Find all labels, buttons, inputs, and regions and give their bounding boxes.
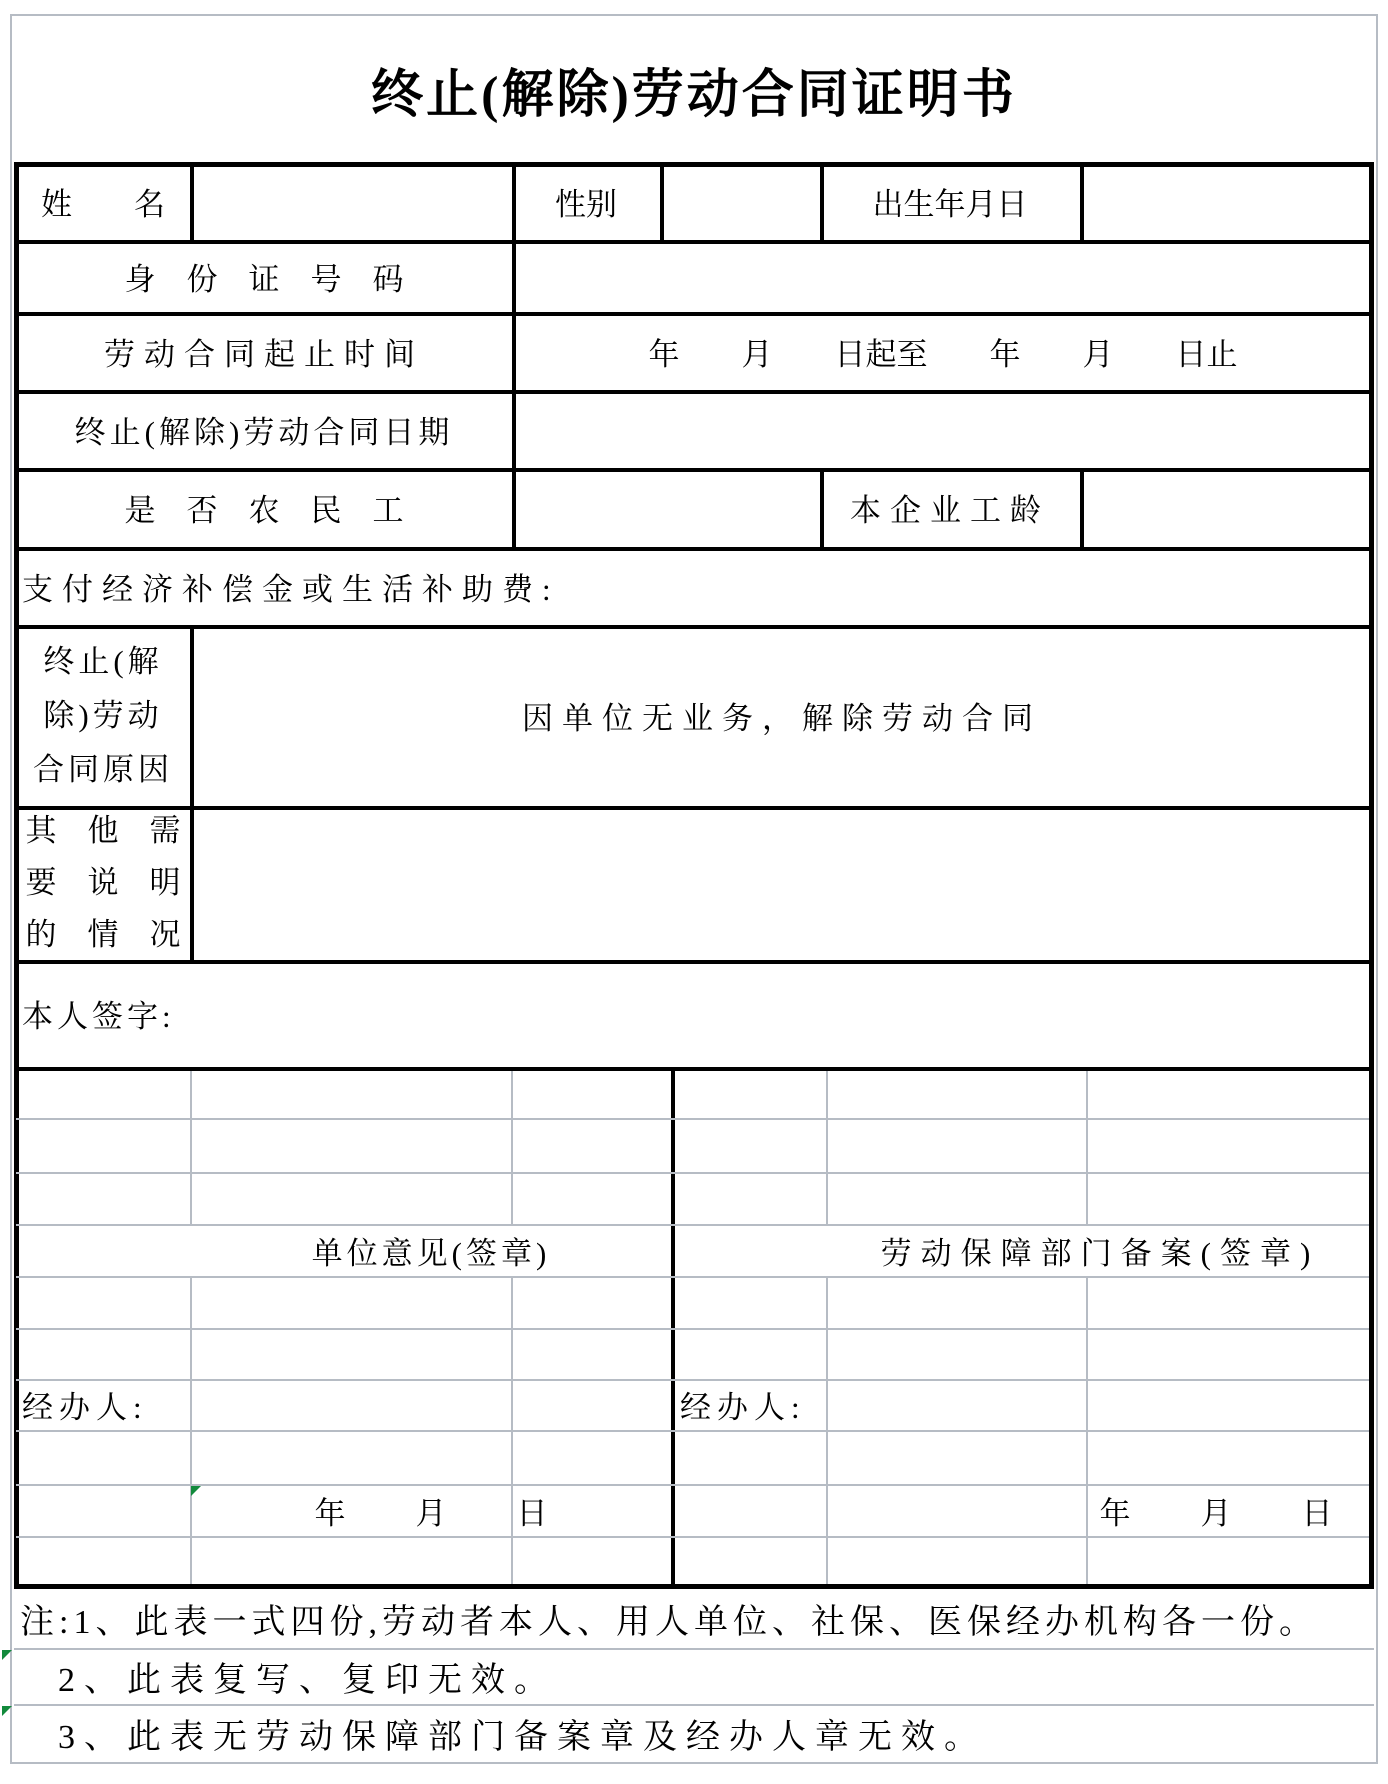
grid-line [16, 1430, 1369, 1432]
note-2: 2、此表复写、复印无效。 [58, 1661, 557, 1699]
termination-reason-label-line: 合同原因 [33, 751, 173, 787]
name-input-cell[interactable] [194, 166, 508, 236]
other-remarks-label-line: 其 他 需 [25, 813, 181, 848]
grid-line [16, 1276, 1369, 1278]
gender-input-cell[interactable] [664, 166, 816, 236]
other-remarks-label [16, 806, 190, 960]
company-opinion-area[interactable] [18, 1071, 668, 1221]
year-label: 年 [314, 1495, 346, 1531]
handler-label-right: 经办人: [680, 1390, 806, 1425]
birthdate-label: 出生年月日 [872, 186, 1028, 222]
migrant-worker-input-cell[interactable] [516, 472, 816, 543]
id-number-label: 身 份 证 号 码 [124, 261, 404, 297]
date-line-left[interactable] [190, 1484, 672, 1536]
seniority-input-cell[interactable] [1084, 472, 1366, 543]
gender-label: 性别 [555, 186, 617, 222]
termination-date-input-cell[interactable] [516, 394, 1366, 464]
day-label: 日 [1301, 1495, 1333, 1531]
grid-line [826, 1278, 828, 1584]
migrant-worker-label: 是 否 农 民 工 [124, 493, 404, 528]
handler-input-left[interactable] [194, 1381, 509, 1428]
birthdate-input-cell[interactable] [1084, 166, 1366, 236]
other-remarks-label-line: 要 说 明 [25, 865, 181, 900]
day-label: 日 [516, 1495, 548, 1531]
termination-reason-label-line: 终止(解 [43, 643, 163, 679]
month-label: 月 [415, 1495, 447, 1531]
note-1: 注:1、此表一式四份,劳动者本人、用人单位、社保、医保经办机构各一份。 [20, 1603, 1318, 1641]
note-3: 3、此表无劳动保障部门备案章及经办人章无效。 [58, 1718, 987, 1756]
seniority-label: 本企业工龄 [850, 493, 1050, 528]
termination-reason-label [16, 625, 190, 806]
grid-line [16, 1328, 1369, 1330]
date-line-right[interactable] [1072, 1484, 1360, 1536]
contract-period-label: 劳动合同起止时间 [104, 336, 424, 372]
other-remarks-label-line: 的 情 况 [25, 917, 181, 952]
month-label: 月 [1200, 1495, 1232, 1531]
form-title: 终止(解除)劳动合同证明书 [371, 67, 1017, 124]
contract-period-input-cell[interactable]: 年 月 日起至 年 月 日止 [648, 336, 1238, 372]
grid-line [16, 1536, 1369, 1538]
handler-input-right[interactable] [830, 1381, 1084, 1428]
compensation-input-cell[interactable] [650, 551, 1365, 621]
signer-label: 本人签字: [22, 999, 175, 1034]
grid-line [190, 1278, 192, 1584]
id-number-input-cell[interactable] [516, 244, 1366, 308]
name-label: 姓 名 [41, 186, 165, 222]
handler-label-left: 经办人: [22, 1390, 148, 1425]
grid-line [511, 1278, 513, 1584]
termination-reason-value-cell[interactable]: 因单位无业务，解除劳动合同 [522, 701, 1042, 736]
termination-reason-label-line: 除)劳动 [43, 697, 163, 733]
signer-input-cell[interactable] [250, 964, 1350, 1063]
termination-date-label: 终止(解除)劳动合同日期 [74, 414, 454, 450]
labor-record-label: 劳动保障部门备案(签章) [880, 1235, 1320, 1271]
grid-line [1086, 1278, 1088, 1584]
cell-comment-marker-icon [2, 1650, 12, 1660]
labor-dept-area[interactable] [678, 1071, 1366, 1221]
compensation-label: 支付经济补偿金或生活补助费: [22, 571, 560, 607]
other-remarks-input-cell[interactable] [194, 810, 1366, 956]
company-opinion-label: 单位意见(签章) [311, 1235, 551, 1271]
cell-comment-marker-icon [2, 1706, 12, 1716]
year-label: 年 [1099, 1495, 1131, 1531]
